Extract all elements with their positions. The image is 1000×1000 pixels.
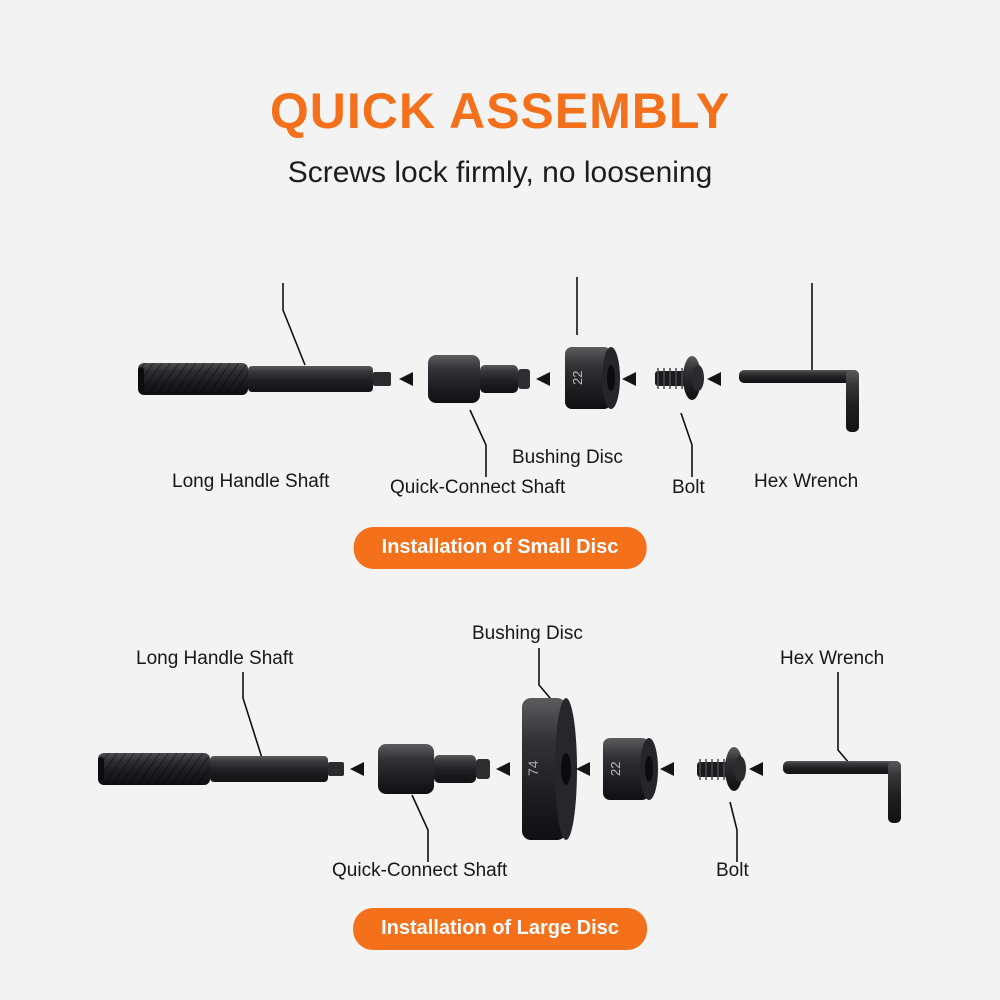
badge-large-disc: Installation of Large Disc [353, 908, 647, 950]
part-hex-wrench [739, 370, 859, 432]
page-subtitle: Screws lock firmly, no loosening [287, 156, 713, 189]
arrow-icon [622, 372, 636, 386]
label-bushing-disc: Bushing Disc [512, 447, 623, 468]
part-quick-connect-shaft [378, 744, 490, 794]
diagram-small-disc [0, 215, 1000, 560]
label-hex-wrench: Hex Wrench [754, 471, 859, 492]
diagram-large-disc [0, 590, 1000, 950]
part-bushing-disc-large [522, 698, 577, 840]
label-bolt: Bolt [716, 860, 749, 881]
arrow-icon [576, 762, 590, 776]
label-quick-connect-shaft: Quick-Connect Shaft [390, 477, 566, 498]
part-hex-wrench [783, 761, 901, 823]
badge-small-disc: Installation of Small Disc [354, 527, 647, 569]
arrow-icon [350, 762, 364, 776]
label-hex-wrench: Hex Wrench [780, 648, 885, 669]
label-long-handle-shaft: Long Handle Shaft [136, 648, 294, 669]
part-long-handle-shaft [98, 753, 344, 785]
label-quick-connect-shaft: Quick-Connect Shaft [332, 860, 508, 881]
label-bushing-disc: Bushing Disc [472, 623, 583, 644]
part-bushing-disc [565, 347, 620, 409]
part-bolt [697, 747, 746, 791]
arrow-icon [660, 762, 674, 776]
part-quick-connect-shaft [428, 355, 530, 403]
bushing-disc-marking: 22 [570, 370, 585, 385]
label-bolt: Bolt [672, 477, 705, 498]
part-bolt [655, 356, 704, 400]
page-title: QUICK ASSEMBLY [269, 83, 731, 139]
arrow-icon [496, 762, 510, 776]
arrow-icon [707, 372, 721, 386]
label-long-handle-shaft: Long Handle Shaft [172, 471, 330, 492]
arrow-icon [399, 372, 413, 386]
part-bushing-disc-small [603, 738, 658, 800]
bushing-disc-small-marking: 22 [608, 761, 623, 776]
arrow-icon [536, 372, 550, 386]
bushing-disc-large-marking: 74 [525, 760, 541, 776]
small-disc-illustration [0, 215, 1000, 560]
arrow-icon [749, 762, 763, 776]
part-long-handle-shaft [138, 363, 391, 395]
